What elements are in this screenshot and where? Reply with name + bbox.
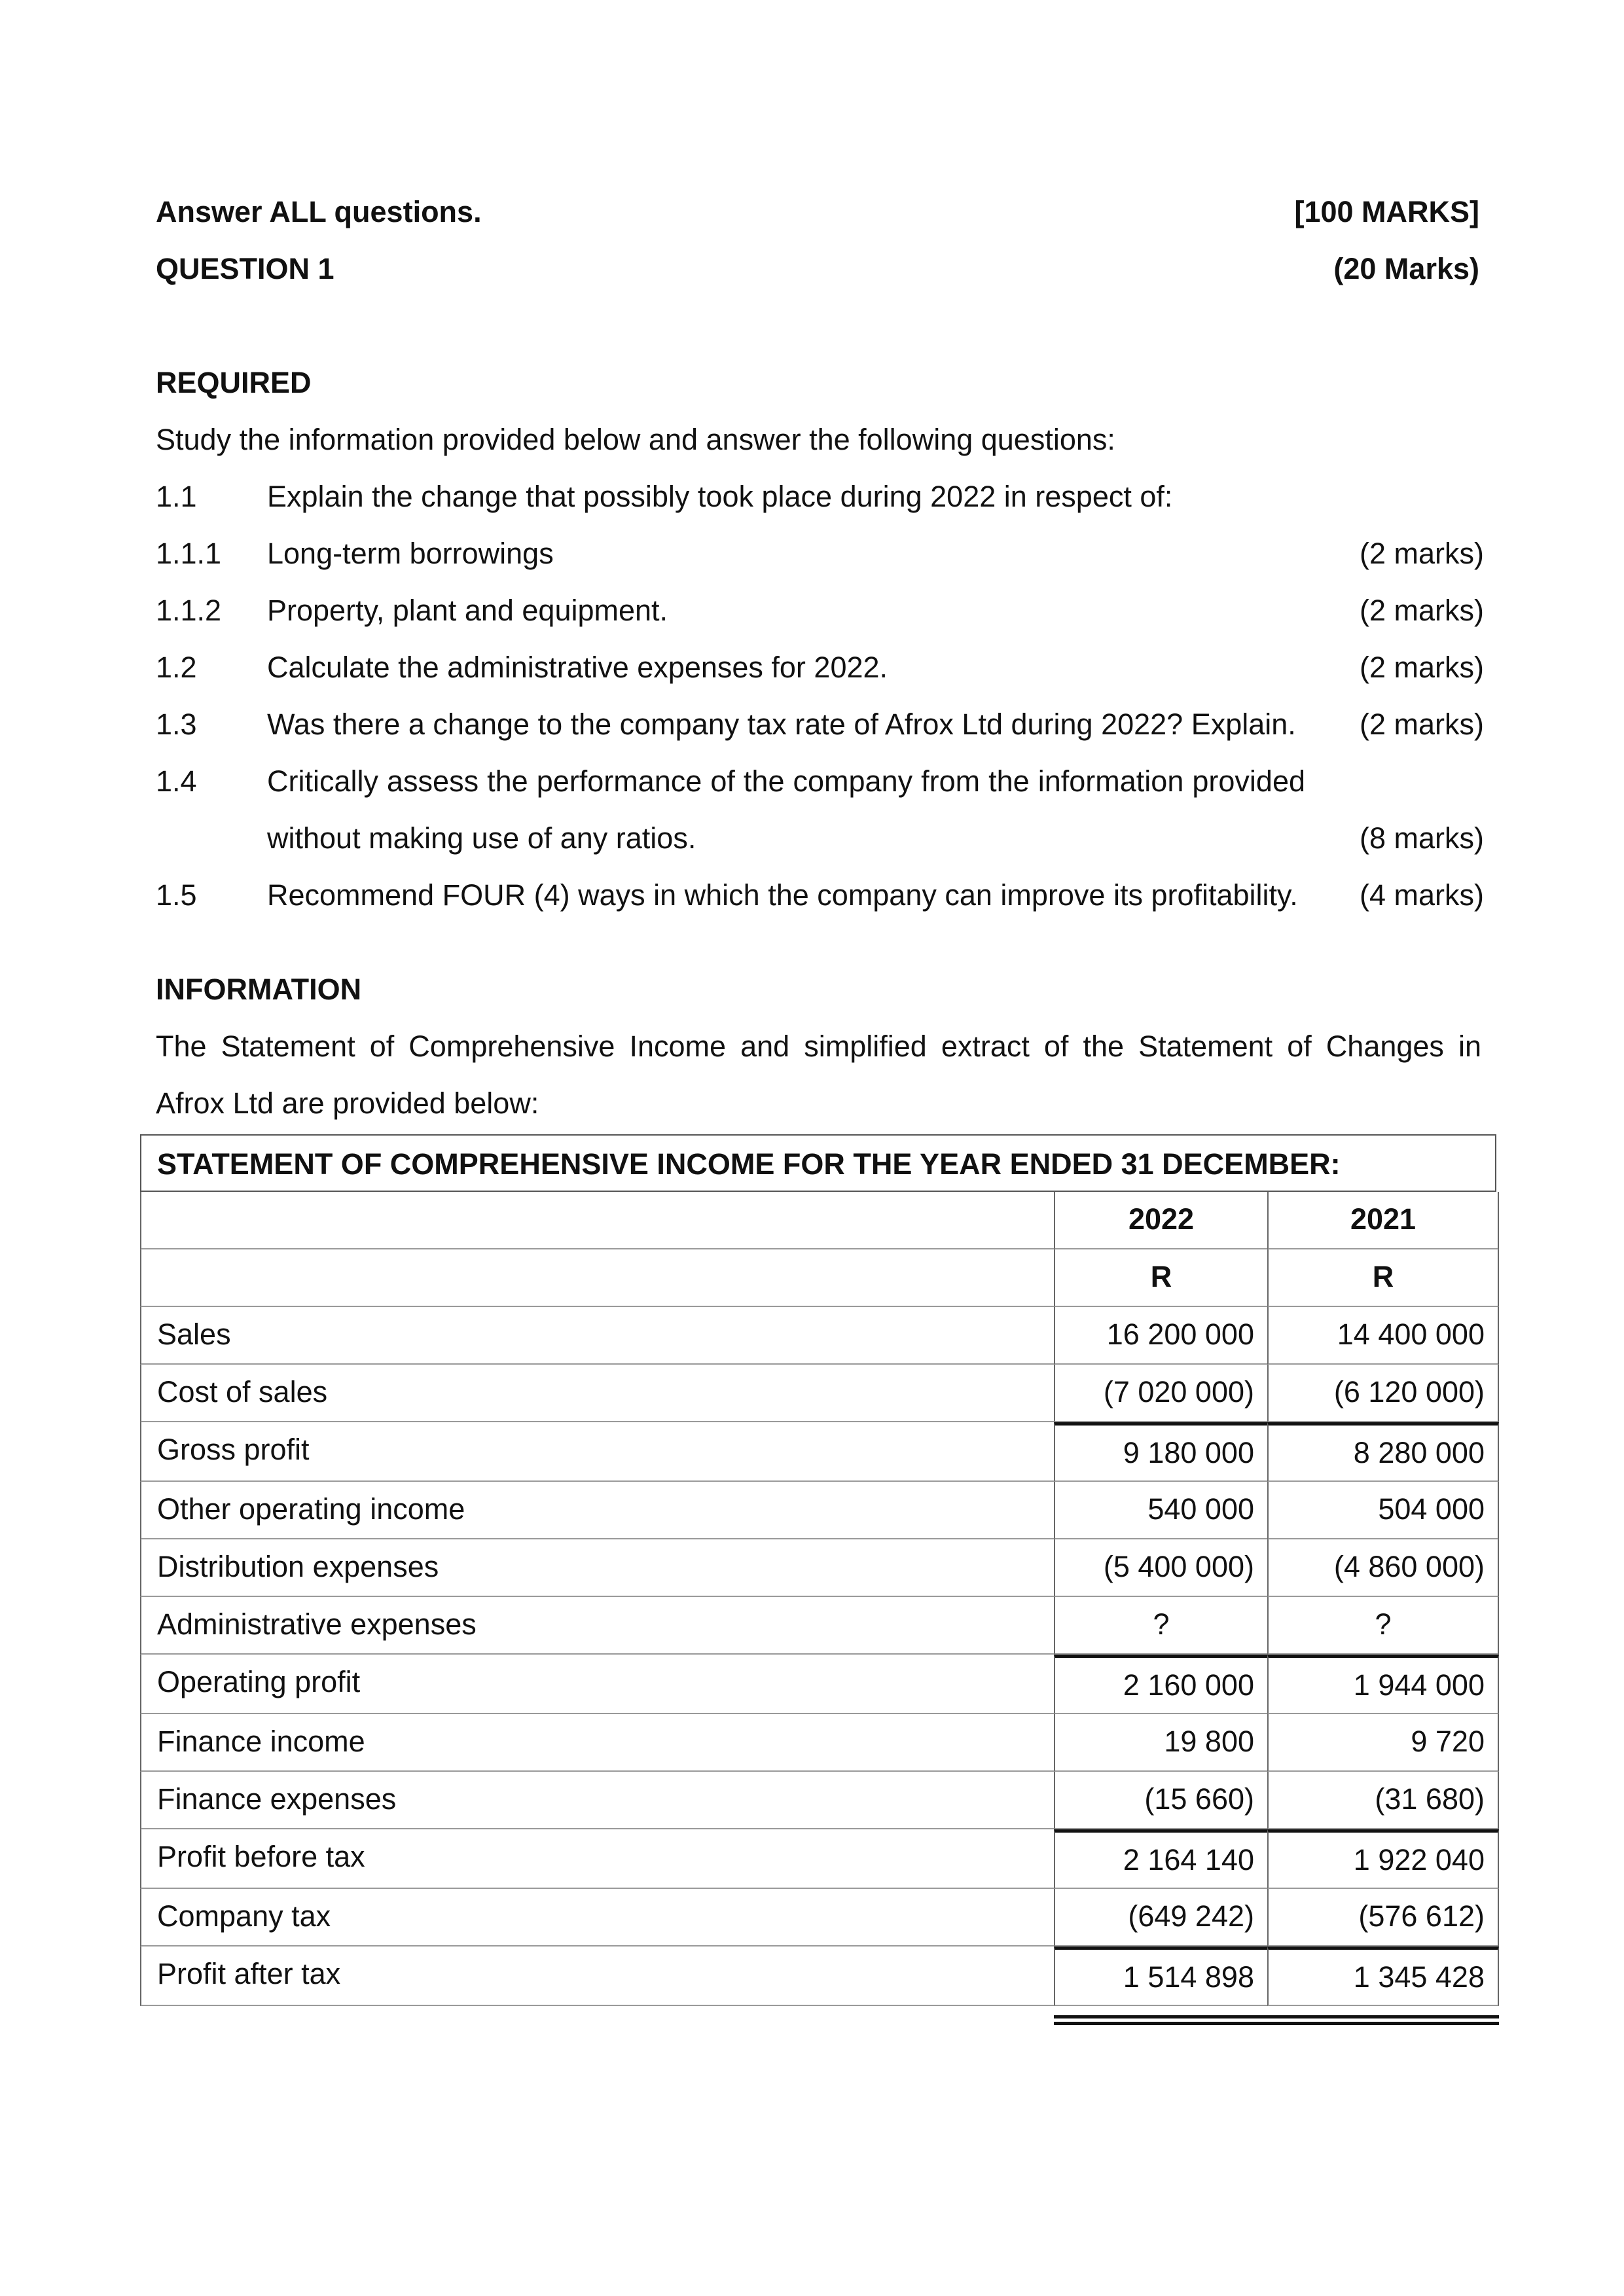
question-marks-label: (4 marks) [1360, 878, 1484, 912]
value-2022: (15 660) [1144, 1782, 1254, 1816]
row-label: Operating profit [157, 1665, 361, 1698]
question-number: 1.1 [156, 480, 197, 513]
question-marks-label: (2 marks) [1360, 651, 1484, 684]
required-intro: Study the information provided below and answer the following questions: [156, 423, 1115, 456]
question-number: 1.2 [156, 651, 197, 684]
question-text: Recommend FOUR (4) ways in which the company can improve its profitability. [267, 878, 1298, 912]
row-label: Gross profit [157, 1433, 310, 1466]
table-row [140, 1714, 1496, 1772]
row-label: Cost of sales [157, 1375, 328, 1408]
table-row [140, 1539, 1496, 1597]
question-text: Calculate the administrative expenses for 2022. [267, 651, 888, 684]
instruction-text: Answer ALL questions. [156, 195, 482, 228]
value-2022: 1 514 898 [1123, 1960, 1254, 1994]
value-2021: (31 680) [1375, 1782, 1485, 1816]
value-2021: 8 280 000 [1353, 1436, 1485, 1469]
question-text: Was there a change to the company tax rate of Afrox Ltd during 2022? Explain. [267, 708, 1296, 741]
information-text-line1: The Statement of Comprehensive Income and simplified extract of the Statement of Changes in [156, 1030, 1481, 1063]
table-row [140, 1482, 1496, 1539]
table-row [140, 1829, 1496, 1889]
year-header-2022: 2022 [1128, 1202, 1195, 1236]
currency-header-2021: R [1372, 1260, 1394, 1293]
question-number: 1.4 [156, 764, 197, 798]
table-row [140, 1365, 1496, 1422]
information-text-line2: Afrox Ltd are provided below: [156, 1086, 539, 1120]
question-text: Critically assess the performance of the company from the information provided [267, 764, 1305, 798]
value-2021: ? [1375, 1607, 1392, 1641]
row-label: Sales [157, 1318, 231, 1351]
value-2022: (649 242) [1128, 1899, 1254, 1933]
table-currency-row [140, 1249, 1496, 1307]
table-row [140, 1597, 1496, 1655]
value-2022: 16 200 000 [1106, 1318, 1254, 1351]
table-row [140, 1422, 1496, 1482]
row-label: Company tax [157, 1899, 331, 1933]
information-heading: INFORMATION [156, 973, 362, 1006]
value-2021: 14 400 000 [1337, 1318, 1485, 1351]
double-underline [1054, 2022, 1499, 2025]
question-marks-label: (8 marks) [1360, 821, 1484, 855]
row-label: Administrative expenses [157, 1607, 477, 1641]
question-text: Explain the change that possibly took place during 2022 in respect of: [267, 480, 1173, 513]
question-text: Property, plant and equipment. [267, 594, 668, 627]
row-label: Other operating income [157, 1492, 465, 1526]
table-row [140, 1655, 1496, 1714]
table-row [140, 1889, 1496, 1946]
value-2022: 9 180 000 [1123, 1436, 1254, 1469]
table-title-row [140, 1134, 1496, 1192]
table-row [140, 1772, 1496, 1829]
required-heading: REQUIRED [156, 366, 312, 399]
row-label: Finance expenses [157, 1782, 397, 1816]
question-number: 1.1.2 [156, 594, 222, 627]
table-row [140, 1307, 1496, 1365]
value-2021: (6 120 000) [1333, 1375, 1485, 1408]
value-2021: 1 944 000 [1353, 1668, 1485, 1702]
value-2022: ? [1153, 1607, 1170, 1641]
value-2022: (7 020 000) [1103, 1375, 1254, 1408]
value-2022: 19 800 [1164, 1725, 1254, 1758]
value-2021: 504 000 [1378, 1492, 1485, 1526]
value-2022: 2 160 000 [1123, 1668, 1254, 1702]
question-number: 1.5 [156, 878, 197, 912]
question-marks-label: (2 marks) [1360, 708, 1484, 741]
year-header-2021: 2021 [1350, 1202, 1416, 1236]
value-2021: (576 612) [1358, 1899, 1485, 1933]
row-label: Profit before tax [157, 1840, 365, 1873]
question-text: Long-term borrowings [267, 537, 554, 570]
value-2022: 540 000 [1147, 1492, 1254, 1526]
value-2021: 9 720 [1411, 1725, 1485, 1758]
table-title: STATEMENT OF COMPREHENSIVE INCOME FOR THE YEAR ENDED 31 DECEMBER: [157, 1147, 1341, 1181]
question-text-continued: without making use of any ratios. [267, 821, 696, 855]
row-label: Profit after tax [157, 1957, 341, 1990]
double-underline [1054, 2015, 1499, 2018]
value-2021: (4 860 000) [1333, 1550, 1485, 1583]
question-title: QUESTION 1 [156, 252, 334, 285]
table-header-row [140, 1192, 1496, 1249]
question-marks-label: (2 marks) [1360, 594, 1484, 627]
question-number: 1.3 [156, 708, 197, 741]
value-2022: (5 400 000) [1103, 1550, 1254, 1583]
question-marks: (20 Marks) [1333, 252, 1479, 285]
table-row-total [140, 1946, 1496, 2006]
value-2022: 2 164 140 [1123, 1843, 1254, 1876]
total-marks: [100 MARKS] [1294, 195, 1479, 228]
question-marks-label: (2 marks) [1360, 537, 1484, 570]
row-label: Distribution expenses [157, 1550, 439, 1583]
row-label: Finance income [157, 1725, 365, 1758]
currency-header-2022: R [1150, 1260, 1172, 1293]
value-2021: 1 345 428 [1353, 1960, 1485, 1994]
question-number: 1.1.1 [156, 537, 222, 570]
value-2021: 1 922 040 [1353, 1843, 1485, 1876]
